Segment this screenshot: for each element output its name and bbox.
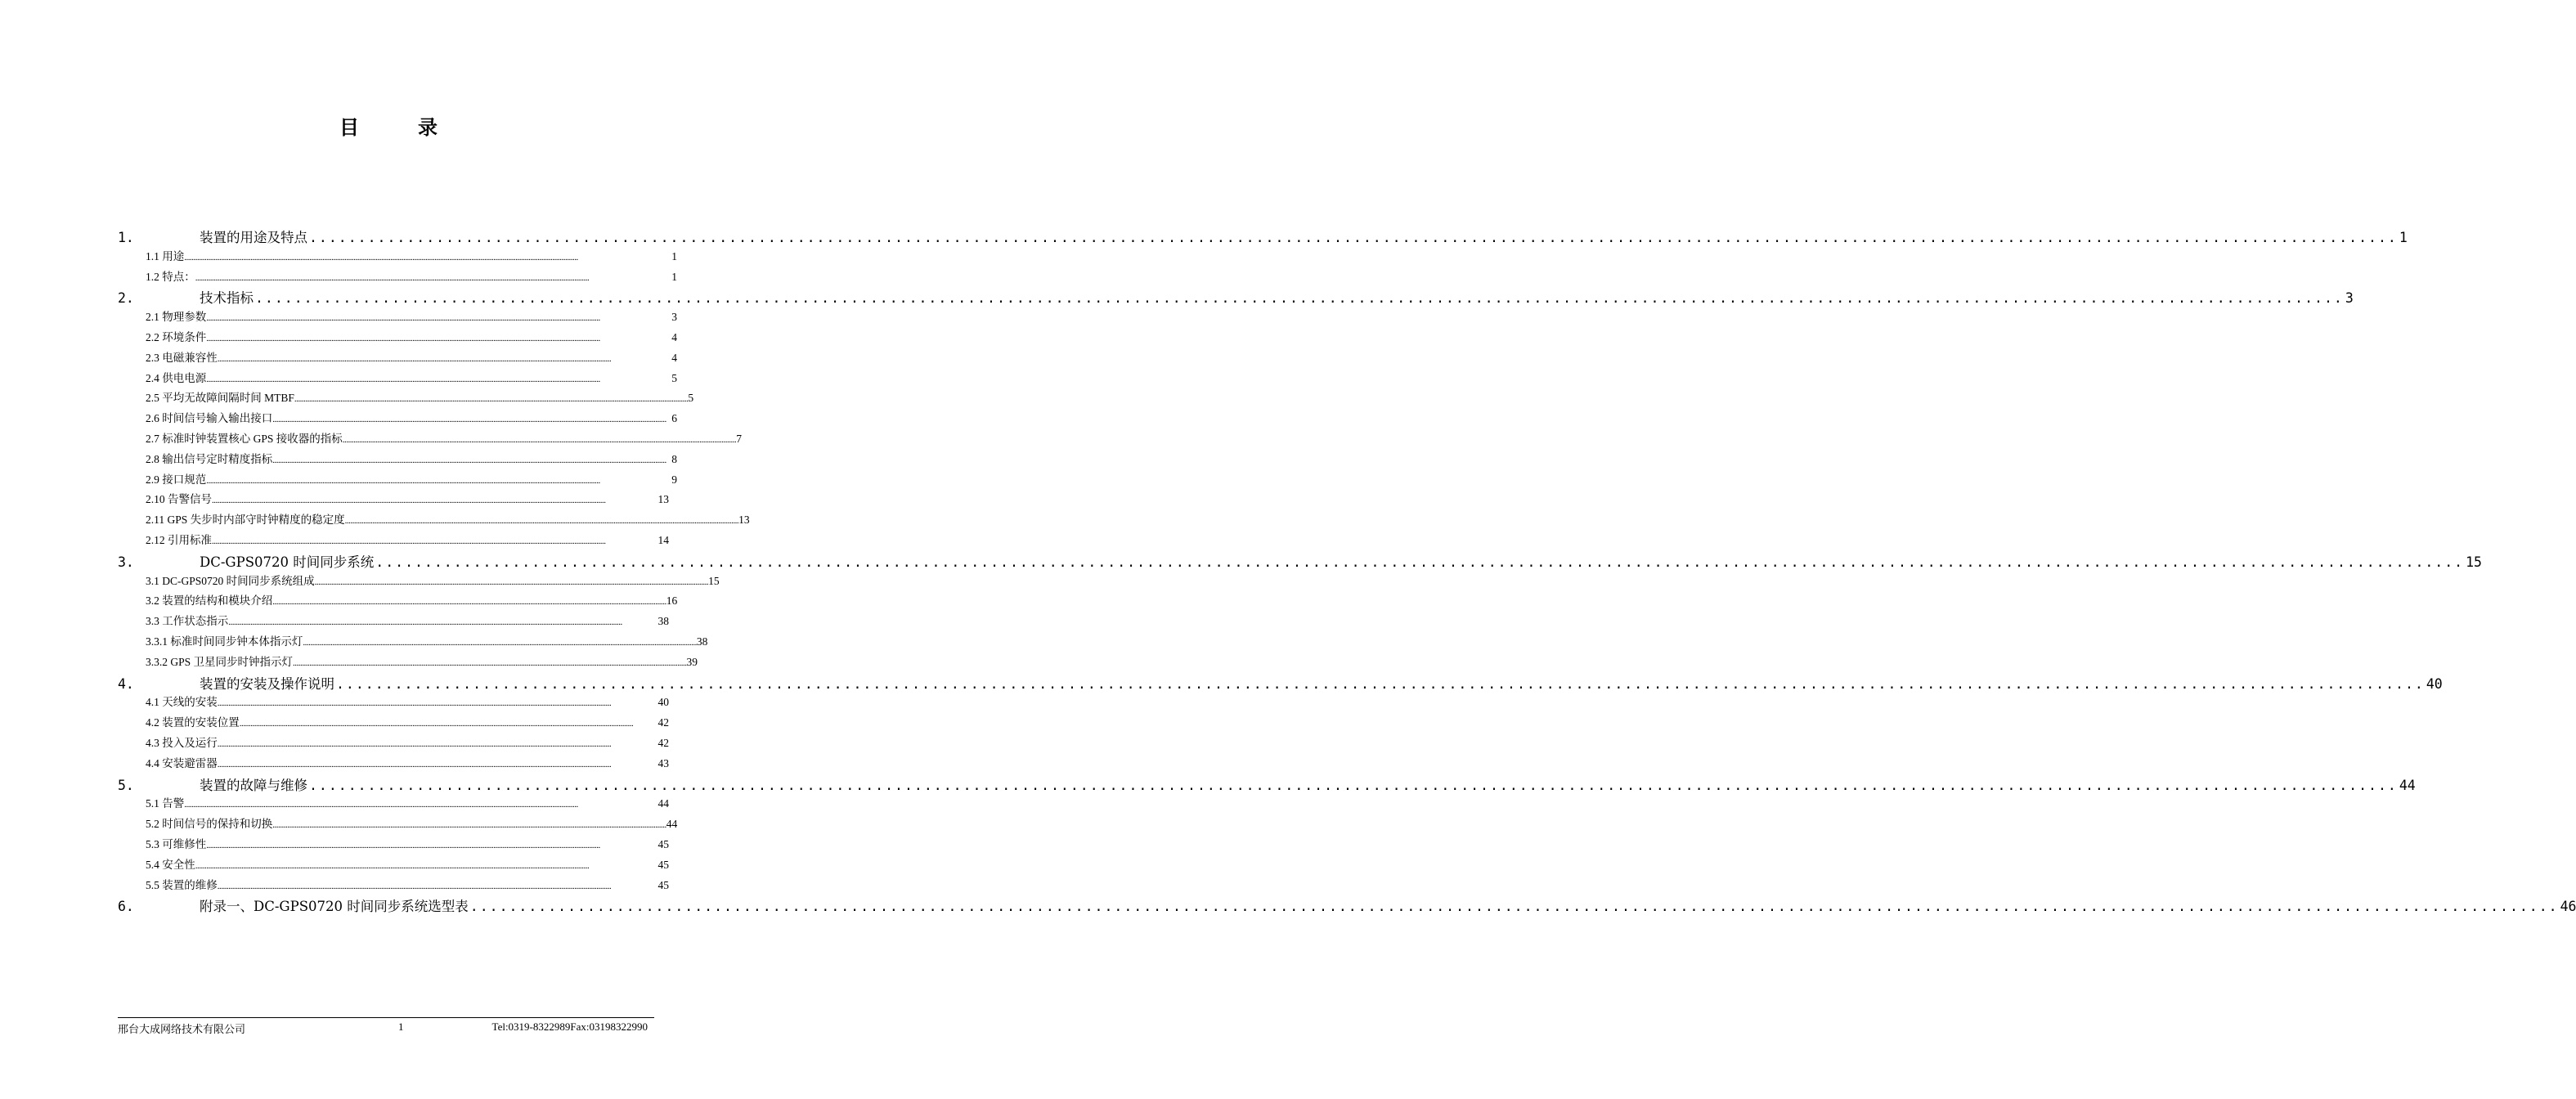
toc-dot-leader: ...................................................................................................................................................................................................................... (342, 434, 737, 445)
toc-entry-title: 2.3 电磁兼容性 (146, 351, 218, 364)
toc-page-number: 8 (671, 452, 677, 465)
toc-entry-title: 2.5 平均无故障间隔时间 MTBF (146, 392, 294, 405)
toc-section-entry[interactable] (118, 713, 677, 733)
toc-page-number: 7 (736, 432, 743, 445)
toc-dot-leader: ...................................................................................................................................................................................................................... (344, 516, 739, 527)
toc-page-number: 44 (657, 797, 669, 810)
footer-divider (118, 1017, 654, 1018)
toc-entry-title: 3.2 装置的结构和模块介绍 (146, 594, 273, 608)
toc-section-entry[interactable] (118, 653, 698, 673)
toc-entry-title: 3.1 DC-GPS0720 时间同步系统组成 (146, 574, 315, 587)
toc-page-number: 44 (666, 818, 678, 831)
toc-section-entry[interactable] (118, 328, 677, 348)
toc-section-entry[interactable] (118, 510, 750, 531)
toc-entry-title: 5.2 时间信号的保持和切换 (146, 818, 273, 831)
toc-section-entry[interactable] (118, 612, 677, 632)
toc-dot-leader: ...................................................................................................................................................................................................................... (228, 617, 622, 628)
toc-page-number: 1 (2399, 230, 2408, 245)
toc-page-number: 4 (671, 330, 677, 343)
toc-entry-title: 1.1 用途 (146, 249, 185, 262)
toc-entry-title: 附录一、DC-GPS0720 时间同步系统选型表 (200, 899, 469, 915)
toc-dot-leader: ...................................................................................................................................................................................................................... (206, 374, 600, 384)
toc-section-entry[interactable] (118, 348, 677, 369)
toc-section-entry[interactable] (118, 247, 677, 267)
toc-entry-title: 装置的安装及操作说明 (200, 675, 334, 692)
toc-page-number: 4 (671, 351, 677, 364)
toc-page-number: 3 (2345, 290, 2354, 307)
toc-dot-leader: ...................................................................................................................................................................................................................... (212, 496, 606, 506)
toc-dot-leader: ...................................................................................................................................................................................................................... (184, 252, 578, 262)
toc-section-entry[interactable] (118, 429, 743, 450)
toc-chapter-number: 1. (118, 230, 134, 245)
toc-dot-leader: ...................................................................................................................................................................................................................... (294, 394, 689, 405)
toc-dot-leader: ...................................................................................................................................................................................................................... (217, 738, 612, 749)
toc-page-number: 9 (671, 473, 677, 486)
toc-section-entry[interactable] (118, 267, 677, 288)
footer-contact: Tel:0319-8322989Fax:03198322990 (491, 1020, 648, 1033)
toc-section-entry[interactable] (118, 369, 677, 389)
toc-dot-leader: ...................................................................................................................................................................................................................... (309, 230, 2398, 245)
toc-page-number: 45 (657, 878, 669, 891)
toc-dot-leader: ...................................................................................................................................................................................................................... (272, 820, 666, 831)
toc-entry-title: 5.3 可维修性 (146, 837, 207, 850)
table-of-contents (118, 227, 2576, 916)
toc-page-number: 43 (657, 756, 669, 769)
toc-section-entry[interactable] (118, 572, 720, 592)
toc-entry-title: 2.8 输出信号定时精度指标 (146, 452, 273, 465)
toc-entry-title: 装置的故障与维修 (200, 777, 307, 793)
toc-dot-leader: ...................................................................................................................................................................................................................... (217, 881, 612, 891)
toc-chapter-number: 5. (118, 777, 134, 793)
toc-section-entry[interactable] (118, 876, 677, 896)
toc-entry-title: 2.9 接口规范 (146, 473, 207, 486)
toc-page-number: 3 (671, 311, 677, 324)
toc-dot-leader: ...................................................................................................................................................................................................................... (195, 272, 590, 283)
page-title (0, 111, 777, 140)
toc-chapter-number: 2. (118, 290, 134, 307)
toc-entry-title: 2.6 时间信号输入输出接口 (146, 412, 273, 425)
toc-entry-title: 2.10 告警信号 (146, 493, 212, 506)
toc-entry-title: 装置的用途及特点 (200, 230, 307, 245)
toc-dot-leader: ...................................................................................................................................................................................................................... (184, 800, 578, 810)
toc-entry-title: 4.1 天线的安装 (146, 696, 218, 709)
toc-page-number: 6 (671, 412, 677, 425)
toc-chapter-entry[interactable] (118, 227, 2408, 247)
footer-page-number: 1 (398, 1020, 404, 1033)
toc-dot-leader: ...................................................................................................................................................................................................................... (375, 554, 2465, 570)
toc-dot-leader: ...................................................................................................................................................................................................................... (195, 860, 590, 871)
toc-dot-leader: ...................................................................................................................................................................................................................... (314, 576, 709, 587)
toc-entry-title: 4.3 投入及运行 (146, 736, 218, 749)
toc-page-number: 13 (738, 514, 750, 527)
toc-dot-leader: ...................................................................................................................................................................................................................... (212, 536, 606, 546)
toc-page-number: 1 (671, 249, 677, 262)
toc-dot-leader: ...................................................................................................................................................................................................................... (336, 675, 2425, 692)
toc-chapter-number: 3. (118, 554, 134, 570)
toc-entry-title: 技术指标 (200, 290, 254, 307)
toc-section-entry[interactable] (118, 754, 677, 774)
toc-dot-leader: ...................................................................................................................................................................................................................... (272, 415, 666, 425)
toc-dot-leader: ...................................................................................................................................................................................................................... (206, 333, 600, 343)
toc-dot-leader: ...................................................................................................................................................................................................................... (217, 698, 612, 709)
toc-chapter-entry[interactable] (118, 287, 2354, 307)
toc-entry-title: 2.4 供电电源 (146, 371, 207, 384)
toc-chapter-entry[interactable] (118, 895, 2576, 916)
toc-page-number: 15 (708, 574, 720, 587)
toc-page-number: 40 (657, 696, 669, 709)
page-footer (118, 1020, 654, 1035)
toc-entry-title: DC-GPS0720 时间同步系统 (200, 554, 375, 570)
toc-dot-leader: ...................................................................................................................................................................................................................... (255, 290, 2344, 307)
toc-entry-title: 2.11 GPS 失步时内部守时钟精度的稳定度 (146, 514, 345, 527)
toc-section-entry[interactable] (118, 733, 677, 754)
toc-section-entry[interactable] (118, 409, 677, 429)
toc-page-number: 16 (666, 594, 678, 608)
toc-entry-title: 3.3 工作状态指示 (146, 615, 229, 628)
toc-page-number: 42 (657, 716, 669, 729)
toc-chapter-entry[interactable] (118, 774, 2416, 795)
toc-entry-title: 5.5 装置的维修 (146, 878, 218, 891)
toc-entry-title: 2.12 引用标准 (146, 533, 212, 546)
toc-dot-leader: ...................................................................................................................................................................................................................... (206, 475, 600, 486)
toc-page-number: 39 (686, 655, 698, 668)
toc-page-number: 13 (657, 493, 669, 506)
toc-entry-title: 2.2 环境条件 (146, 330, 207, 343)
toc-page-number: 5 (671, 371, 677, 384)
toc-dot-leader: ...................................................................................................................................................................................................................... (303, 637, 697, 648)
toc-section-entry[interactable] (118, 531, 677, 551)
toc-page-number: 44 (2399, 777, 2416, 793)
toc-dot-leader: ...................................................................................................................................................................................................................... (293, 657, 687, 668)
toc-entry-title: 4.4 安装避雷器 (146, 756, 218, 769)
toc-chapter-entry[interactable] (118, 673, 2443, 693)
toc-entry-title: 1.2 特点： (146, 270, 195, 283)
toc-section-entry[interactable] (118, 388, 694, 409)
toc-section-entry[interactable] (118, 470, 677, 491)
toc-section-entry[interactable] (118, 490, 677, 510)
toc-section-entry[interactable] (118, 855, 677, 876)
footer-company: 邢台大成网络技术有限公司 (118, 1023, 246, 1035)
toc-dot-leader: ...................................................................................................................................................................................................................... (206, 313, 600, 324)
toc-section-entry[interactable] (118, 307, 677, 328)
toc-entry-title: 5.1 告警 (146, 797, 185, 810)
toc-entry-title: 5.4 安全性 (146, 858, 195, 871)
toc-dot-leader: ...................................................................................................................................................................................................................... (469, 899, 2559, 915)
toc-entry-title: 3.3.1 标准时间同步钟本体指示灯 (146, 635, 303, 648)
toc-page-number: 38 (696, 635, 708, 648)
toc-entry-title: 2.7 标准时钟装置核心 GPS 接收器的指标 (146, 432, 343, 445)
toc-page-number: 5 (688, 392, 694, 405)
toc-entry-title: 2.1 物理参数 (146, 311, 207, 324)
toc-page-number: 1 (671, 270, 677, 283)
toc-page-number: 14 (657, 533, 669, 546)
toc-dot-leader: ...................................................................................................................................................................................................................... (217, 353, 612, 364)
title-char-1: 目 (339, 116, 359, 139)
toc-dot-leader: ...................................................................................................................................................................................................................... (217, 759, 612, 769)
toc-page-number: 38 (657, 615, 669, 628)
toc-dot-leader: ...................................................................................................................................................................................................................... (239, 719, 634, 729)
toc-section-entry[interactable] (118, 693, 677, 713)
toc-chapter-entry[interactable] (118, 551, 2482, 572)
title-char-2: 录 (418, 116, 438, 139)
toc-dot-leader: ...................................................................................................................................................................................................................... (272, 455, 666, 465)
toc-page-number: 42 (657, 736, 669, 749)
toc-section-entry[interactable] (118, 632, 708, 653)
toc-dot-leader: ...................................................................................................................................................................................................................... (272, 597, 666, 608)
toc-page-number: 45 (657, 837, 669, 850)
toc-section-entry[interactable] (118, 814, 677, 835)
toc-page-number: 45 (657, 858, 669, 871)
toc-entry-title: 4.2 装置的安装位置 (146, 716, 240, 729)
toc-chapter-number: 4. (118, 675, 134, 692)
toc-chapter-number: 6. (118, 899, 134, 915)
toc-section-entry[interactable] (118, 450, 677, 470)
toc-dot-leader: ...................................................................................................................................................................................................................... (206, 840, 600, 850)
toc-page-number: 40 (2426, 675, 2443, 692)
toc-section-entry[interactable] (118, 591, 677, 612)
toc-section-entry[interactable] (118, 835, 677, 855)
toc-entry-title: 3.3.2 GPS 卫星同步时钟指示灯 (146, 655, 294, 668)
toc-section-entry[interactable] (118, 794, 677, 814)
toc-page-number: 46 (2560, 899, 2576, 915)
toc-page-number: 15 (2466, 554, 2482, 570)
toc-dot-leader: ...................................................................................................................................................................................................................... (309, 777, 2398, 793)
